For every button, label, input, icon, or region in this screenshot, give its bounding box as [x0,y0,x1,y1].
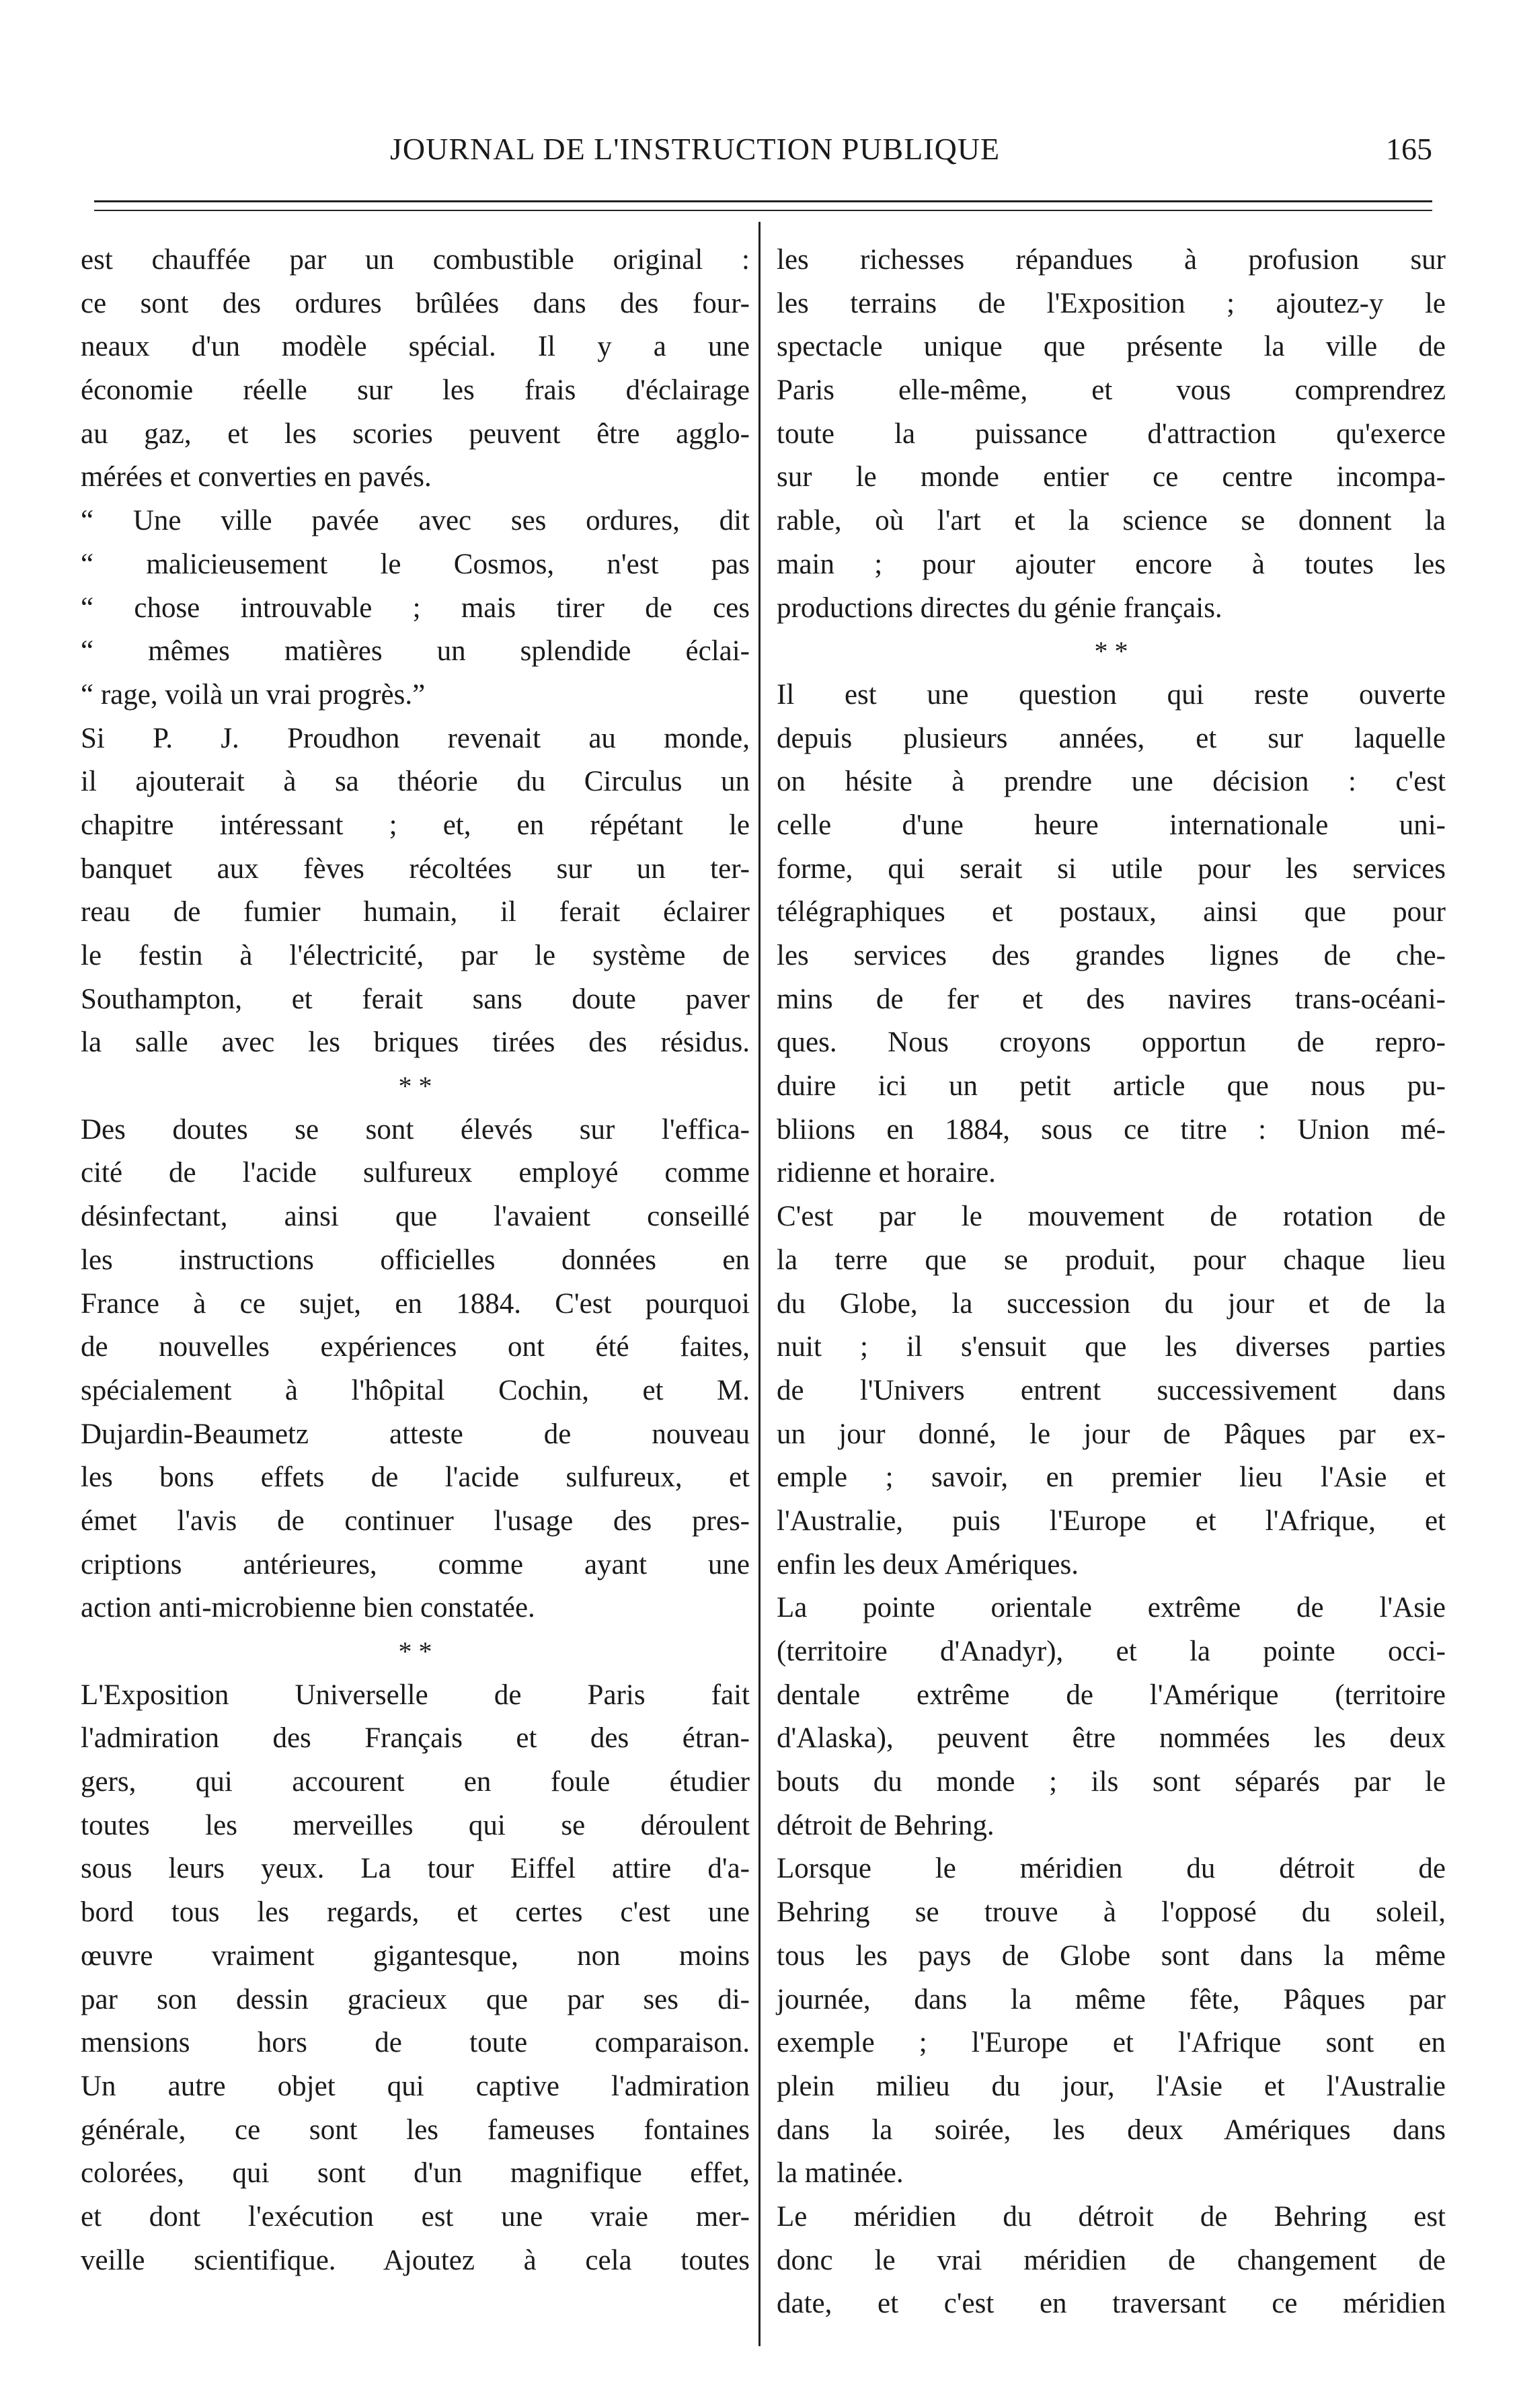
text-line: donc le vrai méridien de changement de [777,2244,1446,2276]
text-line: action anti-microbienne bien constatée. [81,1592,535,1624]
text-line: neaux d'un modèle spécial. Il y a une [81,331,750,363]
text-line: désinfectant, ainsi que l'avaient conseillé [81,1201,750,1233]
text-line: la terre que se produit, pour chaque lieu [777,1244,1446,1276]
header-rule [94,200,1432,202]
text-line: du Globe, la succession du jour et de la [777,1287,1446,1320]
text-line: de l'Univers entrent successivement dans [777,1374,1446,1406]
text-line: mérées et converties en pavés. [81,461,432,493]
text-line: ridienne et horaire. [777,1157,996,1189]
text-line: spécialement à l'hôpital Cochin, et M. [81,1374,750,1406]
text-line: Le méridien du détroit de Behring est [777,2200,1446,2233]
text-line: bouts du monde ; ils sont séparés par le [777,1766,1446,1798]
section-separator: * * [398,1636,432,1667]
text-line: Behring se trouve à l'opposé du soleil, [777,1896,1446,1929]
text-line: les services des grandes lignes de che- [777,940,1446,971]
text-line: dans la soirée, les deux Amériques dans [777,2114,1446,2146]
right-column [777,239,1446,2326]
text-line: C'est par le mouvement de rotation de [777,1201,1446,1233]
text-line: Des doutes se sont élevés sur l'effica- [81,1113,750,1146]
text-line: économie réelle sur les frais d'éclairage [81,374,750,407]
text-line: sous leurs yeux. La tour Eiffel attire d'a- [81,1853,750,1885]
text-line: celle d'une heure internationale uni- [777,809,1446,841]
text-line: journée, dans la même fête, Pâques par [777,1983,1446,2015]
text-line: cité de l'acide sulfureux employé comme [81,1157,750,1189]
text-line: ques. Nous croyons opportun de repro- [777,1027,1446,1059]
text-line: ce sont des ordures brûlées dans des four- [81,287,750,319]
text-line: L'Exposition Universelle de Paris fait [81,1679,750,1711]
text-line: la matinée. [777,2157,904,2190]
text-line: gers, qui accourent en foule étudier [81,1766,750,1798]
page-header [94,131,1432,178]
page-number: 165 [1386,132,1432,166]
text-line: chapitre intéressant ; et, en répétant le [81,809,750,841]
text-line: (territoire d'Anadyr), et la pointe occi- [777,1636,1446,1667]
text-line: productions directes du génie français. [777,592,1222,624]
text-line: on hésite à prendre une décision : c'est [777,766,1446,798]
text-line: Il est une question qui reste ouverte [777,678,1446,711]
text-line: Si P. J. Proudhon revenait au monde, [81,722,750,754]
text-line: la salle avec les briques tirées des résidus. [81,1027,750,1059]
text-line: dentale extrême de l'Amérique (territoire [777,1679,1446,1711]
text-line: l'admiration des Français et des étran- [81,1722,750,1755]
text-line: “ Une ville pavée avec ses ordures, dit [81,505,750,537]
text-line: Lorsque le méridien du détroit de [777,1853,1446,1885]
text-line: œuvre vraiment gigantesque, non moins [81,1939,750,1972]
text-line: date, et c'est en traversant ce méridien [777,2288,1446,2320]
text-line: nuit ; il s'ensuit que les diverses parties [777,1331,1446,1363]
text-line: “ mêmes matières un splendide éclai- [81,635,750,668]
text-line: toute la puissance d'attraction qu'exerce [777,417,1446,450]
text-line: veille scientifique. Ajoutez à cela toutes [81,2244,750,2276]
text-line: exemple ; l'Europe et l'Afrique sont en [777,2027,1446,2059]
running-title: JOURNAL DE L'INSTRUCTION PUBLIQUE [390,132,1001,166]
text-line: toutes les merveilles qui se déroulent [81,1809,750,1841]
text-line: main ; pour ajouter encore à toutes les [777,548,1446,580]
text-line: France à ce sujet, en 1884. C'est pourquoi [81,1287,750,1320]
text-line: générale, ce sont les fameuses fontaines [81,2114,750,2146]
text-line: les richesses répandues à profusion sur [777,244,1446,276]
text-line: plein milieu du jour, l'Asie et l'Australie [777,2070,1446,2102]
text-line: colorées, qui sont d'un magnifique effet, [81,2157,750,2190]
text-line: de nouvelles expériences ont été faites, [81,1331,750,1363]
text-line: mensions hors de toute comparaison. [81,2027,750,2059]
text-line: les bons effets de l'acide sulfureux, et [81,1461,750,1494]
text-line: au gaz, et les scories peuvent être agglo- [81,417,750,450]
section-separator: * * [398,1071,432,1102]
text-line: forme, qui serait si utile pour les services [777,852,1446,885]
text-line: rable, où l'art et la science se donnent la [777,505,1446,537]
text-line: depuis plusieurs années, et sur laquelle [777,722,1446,754]
text-line: d'Alaska), peuvent être nommées les deux [777,1722,1446,1755]
text-line: émet l'avis de continuer l'usage des pres- [81,1504,750,1537]
text-line: banquet aux fèves récoltées sur un ter- [81,852,750,885]
text-line: Paris elle-même, et vous comprendrez [777,374,1446,407]
text-line: tous les pays de Globe sont dans la même [777,1939,1446,1972]
text-line: par son dessin gracieux que par ses di- [81,1983,750,2015]
text-line: emple ; savoir, en premier lieu l'Asie et [777,1461,1446,1494]
text-line: La pointe orientale extrême de l'Asie [777,1592,1446,1624]
text-line: il ajouterait à sa théorie du Circulus un [81,766,750,798]
text-line: l'Australie, puis l'Europe et l'Afrique, et [777,1504,1446,1537]
text-line: les terrains de l'Exposition ; ajoutez-y le [777,287,1446,319]
text-line: détroit de Behring. [777,1809,995,1841]
text-line: “ malicieusement le Cosmos, n'est pas [81,548,750,580]
text-line: Southampton, et ferait sans doute paver [81,983,750,1015]
section-separator: * * [1094,636,1128,667]
text-line: bord tous les regards, et certes c'est une [81,1896,750,1929]
left-column [81,239,750,2282]
header-rule-thin [94,210,1432,211]
column-divider [758,222,761,2346]
text-line: bliions en 1884, sous ce titre : Union mé- [777,1113,1446,1146]
text-line: sur le monde entier ce centre incompa- [777,461,1446,493]
text-line: criptions antérieures, comme ayant une [81,1548,750,1580]
text-line: le festin à l'électricité, par le système de [81,940,750,971]
text-line: et dont l'exécution est une vraie mer- [81,2200,750,2233]
text-line: un jour donné, le jour de Pâques par ex- [777,1418,1446,1450]
text-line: mins de fer et des navires trans-océani- [777,983,1446,1015]
text-line: les instructions officielles données en [81,1244,750,1276]
text-line: “ chose introuvable ; mais tirer de ces [81,592,750,624]
text-line: Dujardin-Beaumetz atteste de nouveau [81,1418,750,1450]
text-line: est chauffée par un combustible original : [81,244,750,276]
text-line: “ rage, voilà un vrai progrès.” [81,678,426,711]
text-line: enfin les deux Amériques. [777,1548,1079,1580]
text-line: Un autre objet qui captive l'admiration [81,2070,750,2102]
text-line: reau de fumier humain, il ferait éclairer [81,896,750,928]
text-line: duire ici un petit article que nous pu- [777,1070,1446,1102]
text-line: spectacle unique que présente la ville de [777,331,1446,363]
text-line: télégraphiques et postaux, ainsi que pour [777,896,1446,928]
